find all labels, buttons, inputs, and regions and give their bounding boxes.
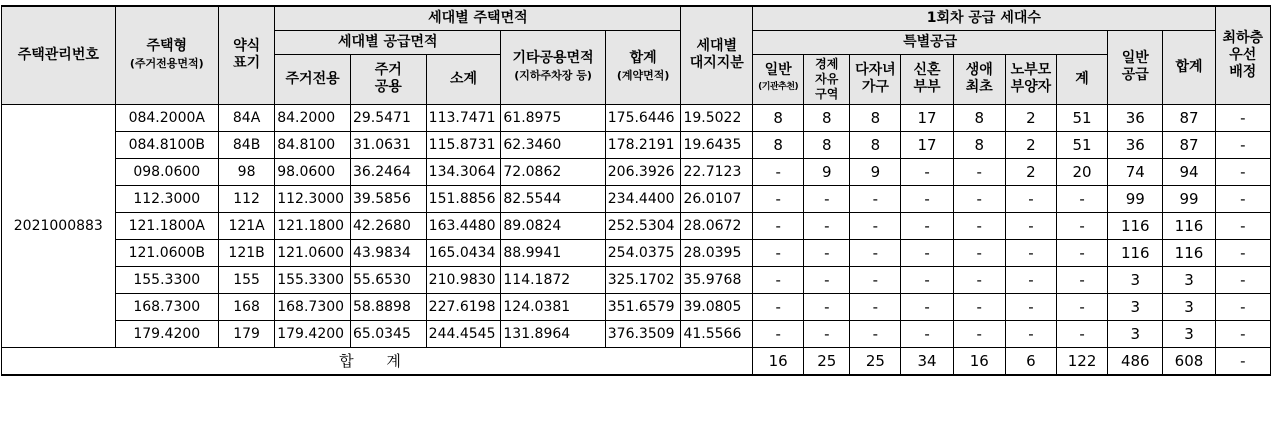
special-total-cell: 51 — [1056, 104, 1107, 131]
land-cell: 39.0805 — [681, 293, 753, 320]
fez-cell: 9 — [804, 158, 850, 185]
header-special: 특별공급 — [753, 30, 1108, 54]
first-cell: - — [953, 239, 1005, 266]
type-cell: 084.2000A — [115, 104, 218, 131]
mgmt-number-cell: 2021000883 — [2, 104, 116, 347]
subtotal-cell: 227.6198 — [426, 293, 501, 320]
header-inst-sub: (기관추천) — [758, 82, 799, 92]
general-cell: 3 — [1108, 266, 1163, 293]
multi-cell: 8 — [850, 104, 901, 131]
header-inst — [753, 54, 804, 104]
other-cell: 124.0381 — [501, 293, 605, 320]
newlywed-cell: - — [901, 320, 953, 347]
header-free-zone: 경제 자유 구역 — [804, 54, 850, 104]
header-house-type-sub: (주거전용면적) — [129, 57, 204, 71]
header-other-common-label: 기타공용면적 — [512, 50, 594, 66]
general-cell: 3 — [1108, 320, 1163, 347]
housing-supply-table — [1, 5, 1271, 376]
lowest-cell: - — [1215, 185, 1270, 212]
other-cell: 89.0824 — [501, 212, 605, 239]
totals-row — [2, 347, 1271, 375]
inst-cell: - — [753, 185, 804, 212]
type-cell: 121.0600B — [115, 239, 218, 266]
sum-cell: 351.6579 — [605, 293, 681, 320]
first-cell: - — [953, 266, 1005, 293]
multi-cell: - — [850, 212, 901, 239]
table-row — [2, 266, 1271, 293]
subtotal-cell: 134.3064 — [426, 158, 501, 185]
common-cell: 42.2680 — [350, 212, 426, 239]
general-cell: 116 — [1108, 239, 1163, 266]
other-cell: 61.8975 — [501, 104, 605, 131]
sum-cell: 376.3509 — [605, 320, 681, 347]
total-cell: 87 — [1163, 104, 1215, 131]
elderly-cell: - — [1005, 185, 1056, 212]
multi-cell: 9 — [850, 158, 901, 185]
abbr-cell: 98 — [218, 158, 274, 185]
abbr-cell: 121A — [218, 212, 274, 239]
land-cell: 19.6435 — [681, 131, 753, 158]
fez-cell: 8 — [804, 131, 850, 158]
first-cell: - — [953, 185, 1005, 212]
sum-cell: 206.3926 — [605, 158, 681, 185]
elderly-cell: 2 — [1005, 104, 1056, 131]
type-cell: 084.8100B — [115, 131, 218, 158]
abbr-cell: 84A — [218, 104, 274, 131]
total-cell: 99 — [1163, 185, 1215, 212]
type-cell: 098.0600 — [115, 158, 218, 185]
elderly-cell: - — [1005, 293, 1056, 320]
abbr-cell: 155 — [218, 266, 274, 293]
total-multi-cell: 25 — [850, 347, 901, 375]
multi-cell: - — [850, 320, 901, 347]
fez-cell: - — [804, 185, 850, 212]
type-cell: 121.1800A — [115, 212, 218, 239]
table-row — [2, 104, 1271, 131]
total-cell: 3 — [1163, 320, 1215, 347]
common-cell: 55.6530 — [350, 266, 426, 293]
multi-cell: - — [850, 239, 901, 266]
other-cell: 131.8964 — [501, 320, 605, 347]
abbr-cell: 112 — [218, 185, 274, 212]
lowest-cell: - — [1215, 104, 1270, 131]
header-sum-label: 합계 — [629, 50, 657, 66]
special-total-cell: - — [1056, 185, 1107, 212]
multi-cell: - — [850, 185, 901, 212]
table-row — [2, 320, 1271, 347]
header-lowest-floor: 최하층 우선 배정 — [1215, 6, 1270, 104]
common-cell: 31.0631 — [350, 131, 426, 158]
fez-cell: - — [804, 212, 850, 239]
elderly-cell: - — [1005, 212, 1056, 239]
total-inst-cell: 16 — [753, 347, 804, 375]
common-cell: 29.5471 — [350, 104, 426, 131]
inst-cell: 8 — [753, 104, 804, 131]
sum-cell: 234.4400 — [605, 185, 681, 212]
excl-cell: 112.3000 — [275, 185, 351, 212]
common-cell: 65.0345 — [350, 320, 426, 347]
sum-cell: 252.5304 — [605, 212, 681, 239]
header-house-type-label: 주택형 — [146, 38, 188, 55]
header-sum — [605, 30, 681, 104]
header-first-life: 생애 최초 — [953, 54, 1005, 104]
header-inst-label: 일반 — [764, 62, 792, 78]
elderly-cell: 2 — [1005, 158, 1056, 185]
newlywed-cell: 17 — [901, 104, 953, 131]
header-newlywed: 신혼 부부 — [901, 54, 953, 104]
abbr-cell: 121B — [218, 239, 274, 266]
total-cell: 3 — [1163, 293, 1215, 320]
elderly-cell: - — [1005, 239, 1056, 266]
type-cell: 155.3300 — [115, 266, 218, 293]
newlywed-cell: - — [901, 158, 953, 185]
special-total-cell: - — [1056, 293, 1107, 320]
table-row — [2, 131, 1271, 158]
first-cell: 8 — [953, 131, 1005, 158]
lowest-cell: - — [1215, 212, 1270, 239]
inst-cell: - — [753, 239, 804, 266]
land-cell: 35.9768 — [681, 266, 753, 293]
header-supply-group: 1회차 공급 세대수 — [753, 6, 1215, 30]
excl-cell: 84.2000 — [275, 104, 351, 131]
abbr-cell: 168 — [218, 293, 274, 320]
header-multi-child: 다자녀 가구 — [850, 54, 901, 104]
multi-cell: - — [850, 293, 901, 320]
land-cell: 28.0672 — [681, 212, 753, 239]
fez-cell: - — [804, 293, 850, 320]
newlywed-cell: - — [901, 293, 953, 320]
common-cell: 36.2464 — [350, 158, 426, 185]
header-special-total: 계 — [1056, 54, 1107, 104]
excl-cell: 179.4200 — [275, 320, 351, 347]
special-total-cell: 51 — [1056, 131, 1107, 158]
total-cell: 94 — [1163, 158, 1215, 185]
fez-cell: - — [804, 266, 850, 293]
header-other-common-sub: (지하주차장 등) — [514, 69, 592, 82]
table-row — [2, 158, 1271, 185]
total-special-cell: 122 — [1056, 347, 1107, 375]
fez-cell: 8 — [804, 104, 850, 131]
table-row — [2, 293, 1271, 320]
elderly-cell: - — [1005, 266, 1056, 293]
header-common: 주거 공용 — [350, 54, 426, 104]
subtotal-cell: 165.0434 — [426, 239, 501, 266]
header-subtotal: 소계 — [426, 54, 501, 104]
special-total-cell: - — [1056, 239, 1107, 266]
other-cell: 114.1872 — [501, 266, 605, 293]
table-row — [2, 239, 1271, 266]
first-cell: - — [953, 320, 1005, 347]
first-cell: 8 — [953, 104, 1005, 131]
newlywed-cell: 17 — [901, 131, 953, 158]
multi-cell: 8 — [850, 131, 901, 158]
lowest-cell: - — [1215, 239, 1270, 266]
header-supply-area: 세대별 공급면적 — [275, 30, 501, 54]
inst-cell: - — [753, 320, 804, 347]
header-exclusive: 주거전용 — [275, 54, 351, 104]
first-cell: - — [953, 212, 1005, 239]
general-cell: 36 — [1108, 104, 1163, 131]
type-cell: 112.3000 — [115, 185, 218, 212]
total-general-cell: 486 — [1108, 347, 1163, 375]
lowest-cell: - — [1215, 158, 1270, 185]
fez-cell: - — [804, 239, 850, 266]
inst-cell: - — [753, 293, 804, 320]
subtotal-cell: 244.4545 — [426, 320, 501, 347]
sum-cell: 325.1702 — [605, 266, 681, 293]
header-area-group: 세대별 주택면적 — [275, 6, 681, 30]
newlywed-cell: - — [901, 239, 953, 266]
lowest-cell: - — [1215, 266, 1270, 293]
subtotal-cell: 113.7471 — [426, 104, 501, 131]
subtotal-cell: 115.8731 — [426, 131, 501, 158]
common-cell: 58.8898 — [350, 293, 426, 320]
land-cell: 22.7123 — [681, 158, 753, 185]
table-row — [2, 212, 1271, 239]
fez-cell: - — [804, 320, 850, 347]
total-cell: 3 — [1163, 266, 1215, 293]
total-first-cell: 16 — [953, 347, 1005, 375]
other-cell: 88.9941 — [501, 239, 605, 266]
type-cell: 179.4200 — [115, 320, 218, 347]
total-cell: 116 — [1163, 239, 1215, 266]
header-mgmt-no: 주택관리번호 — [2, 6, 116, 104]
sum-cell: 175.6446 — [605, 104, 681, 131]
other-cell: 62.3460 — [501, 131, 605, 158]
totals-label: 합 계 — [2, 347, 753, 375]
total-supply-cell: 608 — [1163, 347, 1215, 375]
header-general: 일반 공급 — [1108, 30, 1163, 104]
sum-cell: 254.0375 — [605, 239, 681, 266]
header-supply-total: 합계 — [1163, 30, 1215, 104]
general-cell: 99 — [1108, 185, 1163, 212]
other-cell: 72.0862 — [501, 158, 605, 185]
special-total-cell: - — [1056, 266, 1107, 293]
land-cell: 26.0107 — [681, 185, 753, 212]
excl-cell: 98.0600 — [275, 158, 351, 185]
subtotal-cell: 163.4480 — [426, 212, 501, 239]
special-total-cell: 20 — [1056, 158, 1107, 185]
elderly-cell: - — [1005, 320, 1056, 347]
excl-cell: 121.1800 — [275, 212, 351, 239]
header-elderly: 노부모 부양자 — [1005, 54, 1056, 104]
inst-cell: - — [753, 158, 804, 185]
total-elderly-cell: 6 — [1005, 347, 1056, 375]
elderly-cell: 2 — [1005, 131, 1056, 158]
general-cell: 116 — [1108, 212, 1163, 239]
abbr-cell: 84B — [218, 131, 274, 158]
total-lowest-cell: - — [1215, 347, 1270, 375]
other-cell: 82.5544 — [501, 185, 605, 212]
excl-cell: 168.7300 — [275, 293, 351, 320]
total-cell: 87 — [1163, 131, 1215, 158]
abbr-cell: 179 — [218, 320, 274, 347]
header-sum-sub: (계약면적) — [616, 69, 670, 82]
newlywed-cell: - — [901, 185, 953, 212]
type-cell: 168.7300 — [115, 293, 218, 320]
subtotal-cell: 210.9830 — [426, 266, 501, 293]
header-abbr: 약식 표기 — [218, 6, 274, 104]
total-newlywed-cell: 34 — [901, 347, 953, 375]
common-cell: 39.5856 — [350, 185, 426, 212]
excl-cell: 84.8100 — [275, 131, 351, 158]
excl-cell: 155.3300 — [275, 266, 351, 293]
lowest-cell: - — [1215, 293, 1270, 320]
total-fez-cell: 25 — [804, 347, 850, 375]
first-cell: - — [953, 158, 1005, 185]
newlywed-cell: - — [901, 266, 953, 293]
sum-cell: 178.2191 — [605, 131, 681, 158]
special-total-cell: - — [1056, 320, 1107, 347]
table-row — [2, 185, 1271, 212]
common-cell: 43.9834 — [350, 239, 426, 266]
multi-cell: - — [850, 266, 901, 293]
general-cell: 36 — [1108, 131, 1163, 158]
lowest-cell: - — [1215, 320, 1270, 347]
inst-cell: - — [753, 212, 804, 239]
newlywed-cell: - — [901, 212, 953, 239]
excl-cell: 121.0600 — [275, 239, 351, 266]
lowest-cell: - — [1215, 131, 1270, 158]
land-cell: 19.5022 — [681, 104, 753, 131]
subtotal-cell: 151.8856 — [426, 185, 501, 212]
special-total-cell: - — [1056, 212, 1107, 239]
first-cell: - — [953, 293, 1005, 320]
land-cell: 28.0395 — [681, 239, 753, 266]
general-cell: 74 — [1108, 158, 1163, 185]
general-cell: 3 — [1108, 293, 1163, 320]
header-land-share: 세대별 대지지분 — [681, 6, 753, 104]
header-other-common — [501, 30, 605, 104]
inst-cell: 8 — [753, 131, 804, 158]
land-cell: 41.5566 — [681, 320, 753, 347]
inst-cell: - — [753, 266, 804, 293]
total-cell: 116 — [1163, 212, 1215, 239]
header-house-type — [115, 6, 218, 104]
